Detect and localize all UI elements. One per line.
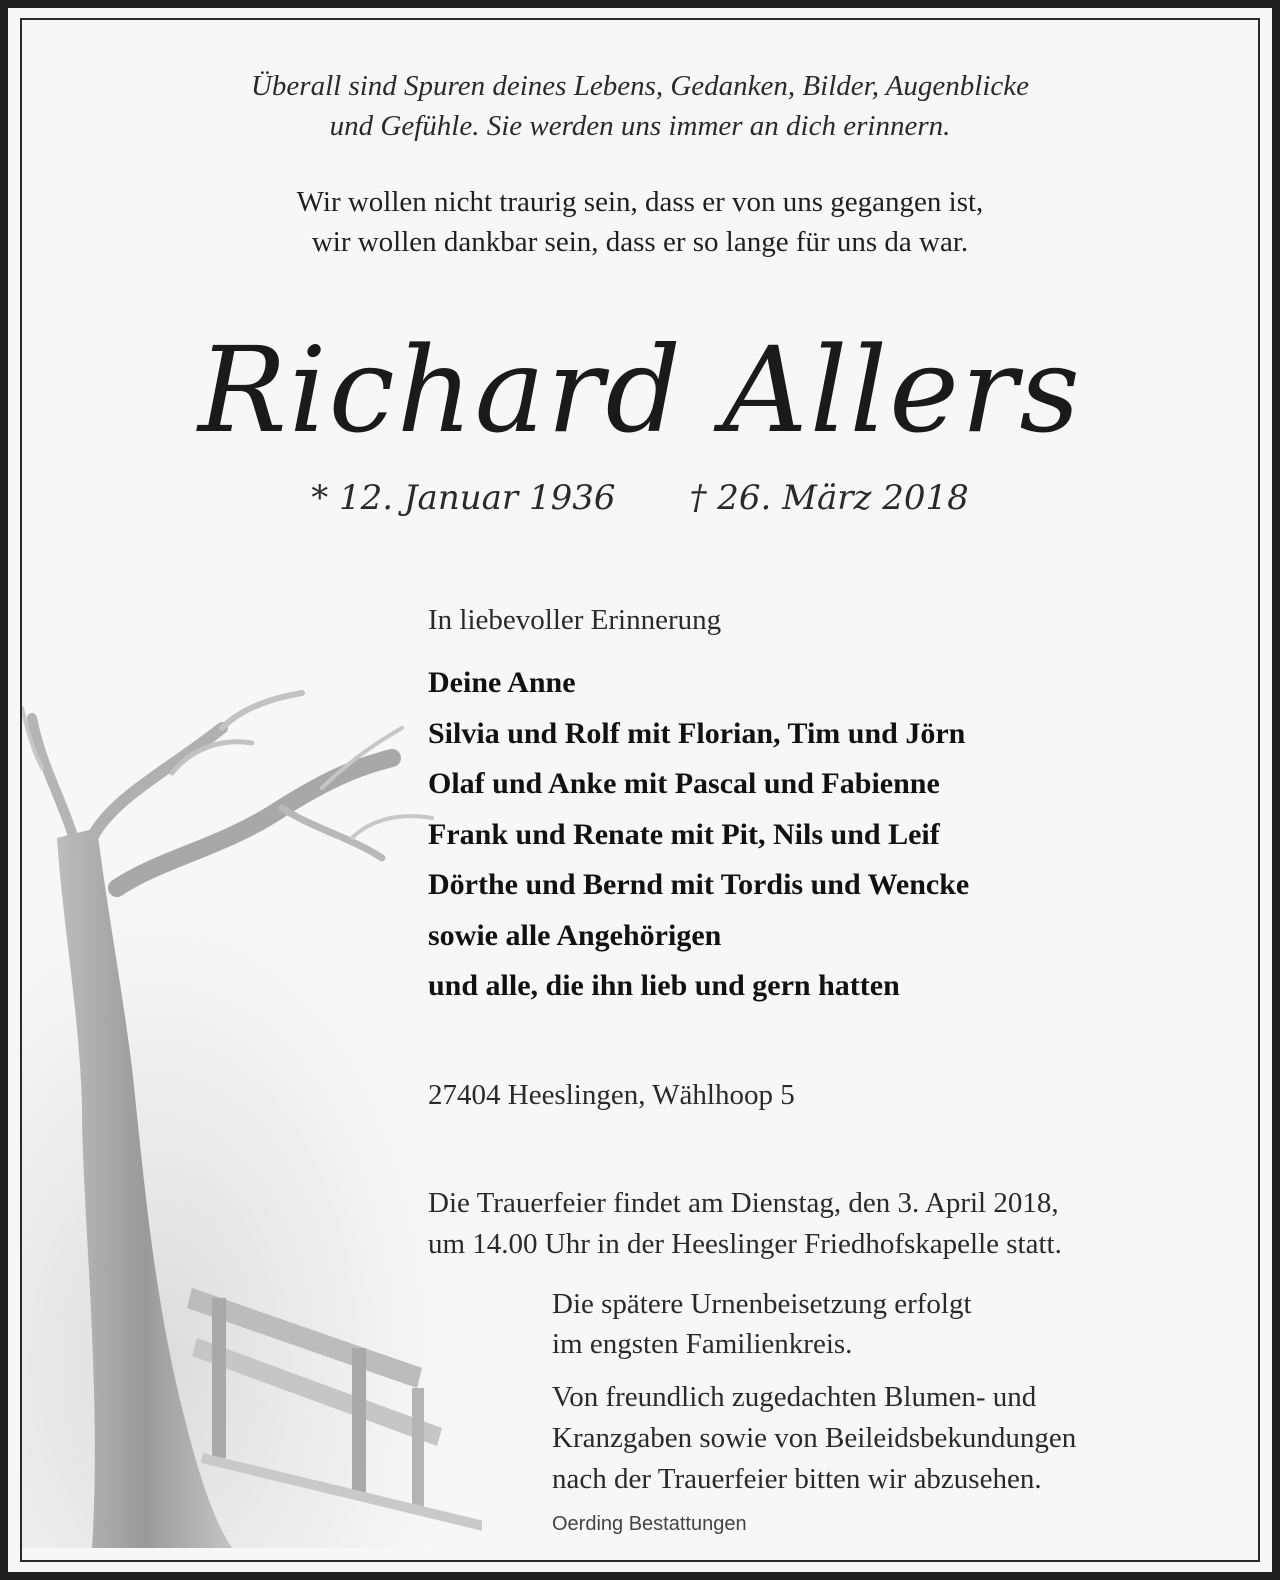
mourner-line: sowie alle Angehörigen [428,918,722,952]
mourners-list [428,658,969,1012]
flowers-request [552,1377,1076,1500]
saying-line-2: wir wollen dankbar sein, dass er so lange für uns da war. [311,226,969,258]
family-address: 27404 Heeslingen, Wählhoop 5 [428,1079,795,1111]
undertaker-name: Oerding Bestattungen [552,1513,747,1535]
flowers-line-3: nach der Trauerfeier bitten wir abzusehen. [552,1463,1042,1495]
mourner-line: und alle, die ihn lieb und gern hatten [428,969,900,1002]
obituary-notice [8,8,1272,1572]
service-info [428,1183,1062,1265]
mourner-line: Deine Anne [428,666,576,699]
intro-text: In liebevoller Erinnerung [428,604,722,636]
urn-info [552,1284,972,1364]
quote-line-2: und Gefühle. Sie werden uns immer an dich erinnern. [329,110,951,142]
quote-line-1: Überall sind Spuren deines Lebens, Gedanken, Bilder, Augenblicke [250,70,1029,102]
service-line-2: um 14.00 Uhr in der Heeslinger Friedhofskapelle statt. [428,1228,1062,1260]
service-line-1: Die Trauerfeier findet am Dienstag, den 3. April 2018, [428,1187,1059,1219]
flowers-line-1: Von freundlich zugedachten Blumen- und [552,1381,1037,1413]
deceased-name: Richard Allers [198,321,1082,459]
urn-line-2: im engsten Familienkreis. [552,1328,853,1360]
mourner-line: Dörthe und Bernd mit Tordis und Wencke [428,868,970,901]
birth-date: * 12. Januar 1936 [311,478,616,518]
saying-line-1: Wir wollen nicht traurig sein, dass er von uns gegangen ist, [296,186,984,218]
life-dates [8,476,1272,520]
death-date: † 26. März 2018 [689,478,969,518]
mourner-line: Silvia und Rolf mit Florian, Tim und Jörn [428,716,966,750]
mourner-line: Olaf und Anke mit Pascal und Fabienne [428,767,940,800]
mourner-line: Frank und Renate mit Pit, Nils und Leif [428,817,940,851]
flowers-line-2: Kranzgaben sowie von Beileidsbekundungen [552,1422,1077,1454]
tree-and-bench-sketch-icon [22,688,482,1548]
urn-line-1: Die spätere Urnenbeisetzung erfolgt [552,1288,972,1320]
